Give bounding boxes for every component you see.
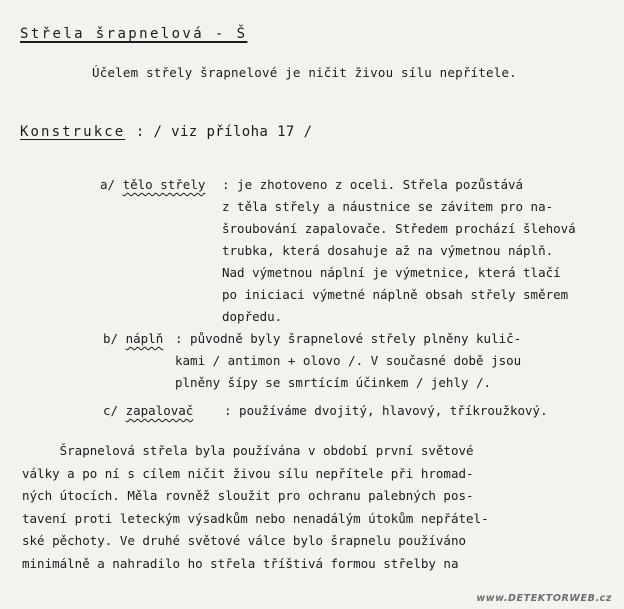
konstrukce-reference: : / viz příloha 17 / bbox=[135, 124, 313, 140]
item-body-line: po iniciaci výmetné náplně obsah střely směrem bbox=[222, 287, 569, 302]
item-body-line: dopředu. bbox=[222, 309, 283, 324]
item-body-text bbox=[222, 174, 576, 328]
item-body-line: šroubování zapalovače. Středem prochází šlehová bbox=[222, 221, 576, 236]
item-filling-line: plněny šípy se smrtícím účinkem / jehly /. bbox=[175, 375, 492, 390]
item-fuze-line: : používáme dvojitý, hlavový, tříkroužkový. bbox=[224, 403, 548, 418]
item-filling-text bbox=[175, 328, 521, 394]
konstrukce-heading bbox=[20, 124, 312, 140]
item-body-marker: a/ bbox=[100, 177, 116, 192]
document-title-text: Střela šrapnelová - Š bbox=[20, 26, 248, 42]
paragraph-line: ské pěchoty. Ve druhé světové válce bylo šrapnelu používáno bbox=[22, 533, 467, 549]
purpose-sentence: Účelem střely šrapnelové je ničit živou sílu nepřítele. bbox=[92, 65, 517, 80]
item-filling-term: náplň bbox=[125, 331, 164, 346]
paragraph-line: minimálně a nahradilo ho střela tříštivá formou střelby na bbox=[22, 555, 459, 571]
history-paragraph bbox=[22, 440, 489, 576]
paragraph-line: Šrapnelová střela byla používána v období první světové bbox=[22, 443, 474, 458]
item-body-line: Nad výmetnou náplní je výmetnice, která tlačí bbox=[222, 265, 561, 280]
item-body-label bbox=[100, 177, 205, 193]
item-filling-marker: b/ bbox=[103, 331, 119, 346]
paragraph-line: války a po ní s cílem ničit živou sílu nepřítele při hromad- bbox=[22, 465, 474, 481]
konstrukce-heading-text: Konstrukce bbox=[20, 124, 126, 140]
item-fuze-label bbox=[103, 403, 193, 419]
document-title bbox=[20, 26, 247, 42]
item-fuze-marker: c/ bbox=[103, 403, 119, 418]
paragraph-line: tavení proti leteckým výsadkům nebo nenadálým útokům nepřátel- bbox=[22, 510, 489, 526]
item-fuze-text bbox=[224, 400, 548, 422]
item-filling-line: : původně byly šrapnelové střely plněny kulič- bbox=[175, 331, 522, 346]
item-body-line: z těla střely a náustnice se závitem pro na- bbox=[222, 199, 554, 214]
watermark: www.DETEKTORWEB.cz bbox=[476, 593, 612, 604]
paragraph-line: ných útocích. Měla rovněž sloužit pro ochranu palebných pos- bbox=[22, 488, 474, 504]
item-body-term: tělo střely bbox=[122, 177, 206, 192]
item-body-line: : je zhotoveno z oceli. Střela pozůstává bbox=[222, 177, 524, 192]
item-fuze-term: zapalovač bbox=[125, 403, 194, 418]
item-body-line: trubka, která dosahuje až na výmetnou náplň. bbox=[222, 243, 554, 258]
item-filling-label bbox=[103, 331, 163, 347]
item-filling-line: kami / antimon + olovo /. V současné době jsou bbox=[175, 353, 522, 368]
